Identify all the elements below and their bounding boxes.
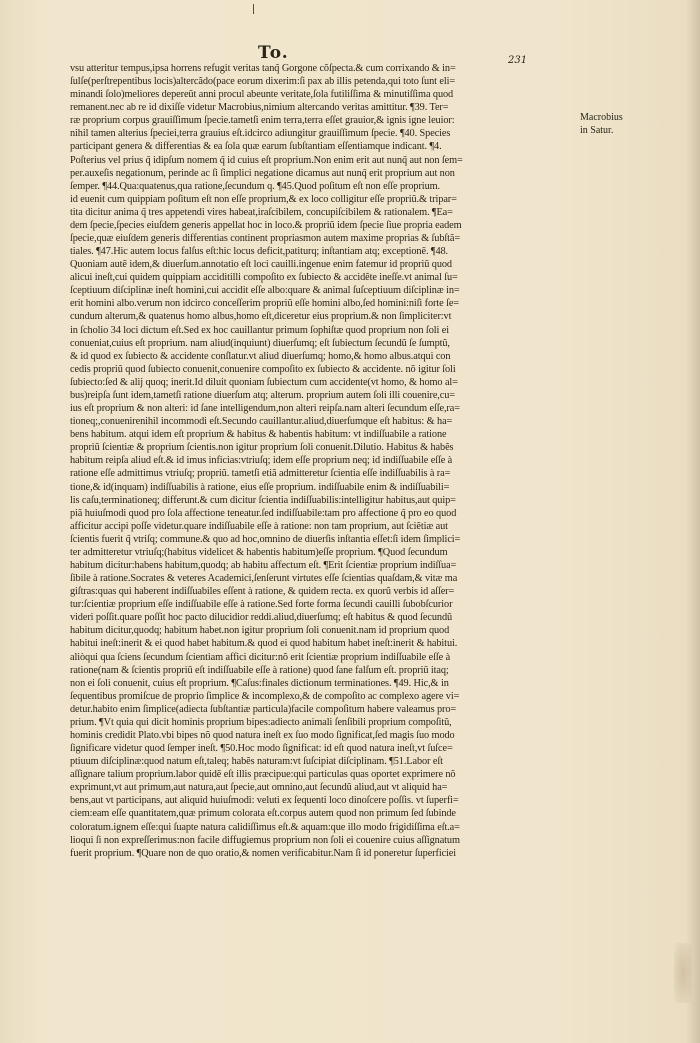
text-line: bens habitum. atqui idem eſt proprium & habitus & habentis habitum: vt indiſſuabile a ratione (70, 429, 447, 441)
text-line: detur.habito enim ſimplice(adiecta ſubſtantiæ particula)facile compoſitum habere valeamus pro= (70, 703, 457, 715)
text-line: bus)reipſa ſunt idem,tametſi ratione diuerſum atq; alterum. proprium autem ſoli illi couenire,cu= (70, 389, 455, 401)
text-line: propriũ ſcientiæ & proprium ſcientis.non igitur proprium ſoli conuenit.Dilutio. Habitus & habẽs (70, 442, 454, 454)
text-line: participant genera & differentias & ea ſola quæ earum ſubſtantiam eſſentiamque indicant. ¶4. (70, 141, 442, 153)
text-line: giſtras:quas qui haberent indiſſuabiles eſſent à ratione, & quidem recta. ex quorũ verbis id aſſer= (70, 586, 455, 598)
page-tick-mark (253, 4, 254, 14)
text-line: bens,aut vt participans, aut aliquid huiuſmodi: veluti ex ſequenti loco dinoſcere poſſis. vt ſuperfi= (70, 795, 459, 807)
text-line: ſubiecto:ſed & alij quoq; inerit.Id diluit quoniam ſubiectum cum accidente(vt homo, & homo al= (70, 376, 458, 388)
text-line: ratione(nam & ſcientis propriũ eſt indiſſuabile eſſe à ratione) quod ſane falſum eſt. propriũ itaq; (70, 664, 449, 676)
text-line: id euenit cum quippiam poſitum eſt non eſſe proprium,& ex loco colligitur eſſe propriũ.& tripar= (70, 193, 457, 205)
text-line: in ſcholio 34 loci dictum eſt.Sed ex hoc cauillantur primum ſophiſtæ quod proprium non ſoli ei (70, 324, 449, 336)
text-line: prium. ¶Vt quia qui dicit hominis proprium bipes:adiecto animali ſenſibili proprium compoſitũ, (70, 716, 452, 728)
text-line: habitui ineſt:inerit & ei quod habet habitum.& quod ei quod habitum habet ineſt:inerit & habitui. (70, 638, 458, 650)
text-line: nihil tamen alterius ſpeciei,terra grauius eſt.idcirco adiungitur grauiſſimum ſpecie. ¶40. Species (70, 128, 451, 140)
text-line: afficitur accipi poſſe videtur.quare indiſſuabile eſſe à ratione: non tam proprium, aut ſciẽtiæ aut (70, 520, 448, 532)
text-line: videri poſſit.quare poſſit hoc pacto dilucidior reddi.aliud,diuerſumq; eſt habitus & quod ſecundũ (70, 612, 453, 624)
text-line: exprimunt,vt aut primum,aut natura,aut ſpecie,aut omnino,aut ſecundũ aliud,aut vt aliquid ha= (70, 782, 448, 794)
text-line: coloratum.ignem eſſe:qui ſuapte natura calidiſſimus eſt.& aquam:que illo modo frigidiſſima eſt.a= (70, 821, 460, 833)
text-line: tioneq;,conuenirenihil incommodi eſt.Secundo cauillantur.aliud,diuerſumque eſt habitus: & ha= (70, 416, 453, 428)
text-line: ciem:eam eſſe quantitatem,quæ primum colorata eſt.corpus autem quod non primum ſed ſubinde (70, 808, 456, 820)
text-line: tiales. ¶47.Hic autem locus falſus eſt:hic locus deficit,patiturq; inſtantiam atq; exceptionẽ. ¶48. (70, 246, 449, 258)
text-line: cundum alterum,& quatenus homo albus,homo eſt,diceretur eius proprium.& non ſimpliciter:vt (70, 311, 452, 323)
marginal-note (580, 111, 660, 137)
text-line: remanent.nec ab re id dixiſſe videtur Macrobius,nimium altercando veritas amittitur. ¶39. Ter= (70, 102, 449, 114)
text-line: vsu atteritur tempus,ipsa horrens refugit veritas tanq̃ Gorgone cõſpecta.& cum corrixando & in= (70, 63, 456, 74)
text-line: ratione eſſe admittimus vtriuſq; propriũ. tametſi etiã admitteretur ſcientia eſſe indiſſuabilis à ra= (70, 468, 451, 480)
text-line: ſibile à ratione.Socrates & veteres Academici,ſenſerunt virtutes eſſe ſcientias quaſdam,& vitæ ma (70, 573, 458, 585)
text-line: habitum dicitur,quodq; habitum habet.non igitur proprium ſoli conuenit.nam id proprium quod (70, 625, 450, 637)
running-head: To. (258, 43, 289, 63)
text-line: tione,& id(inquam) indiſſuabilis à ratione, eius eſſe proprium. indiſſuabile enim & indiſſuabili= (70, 481, 450, 493)
text-line: lis caſu,terminationeq; differunt.& cum dicitur ſcientia indiſſuabilis:intelligitur habitus,aut quip= (70, 494, 456, 506)
text-line: erit homini albo.verum non idcirco conceſſerim propriũ eſſe homini albo,ſed homini:niſi forte ſe= (70, 298, 460, 310)
text-line: ius eſt proprium & non alteri: id ſane intelligendum,non alteri reipſa.nam alteri ſecundum eſſe,ra= (70, 403, 460, 415)
text-line: Poſterius vel prius q̃ idipſum nomem q̃ id cuius eſt proprium.Non enim erit aut nunq̃ aut non ſem= (70, 154, 463, 166)
text-line: per.auxeſis negationum, perinde ac ſi ſimplici negatione dicamus aut nunq̃ erit proprium aut non (70, 167, 455, 179)
text-line: alicui ineſt,cui quidem quippiam acciditilli compoſito ex ſubiecto & accidẽte ineſſe.vt animal ſu= (70, 272, 458, 284)
folio-number: 231 (508, 55, 528, 66)
text-line: habitum reipſa aliud eſt.& id imus inficias:vtriuſq; idem eſſe proprium neq; id indiſſuabile eſſe à (70, 455, 453, 467)
text-line: lioqui ſi non expreſſerimus:non facile diffugiemus proprium non ſoli ei couenire cuius aſſignatum (70, 834, 460, 846)
text-line: Quoniam autẽ idem,& diuerſum.annotatio eſt loci cauilli.ingenue enim fatemur id propriũ quod (70, 259, 452, 271)
text-line: ræ proprium corpus grauiſſimum ſpecie.tametſi enim terra,terra eſſet grauior,& ignis igne leuior: (70, 115, 455, 127)
text-line: aliòqui qua ſciens ſecundum ſcientiam affici dicitur:nõ erit ſcientiæ proprium indiſſuabile eſſe à (70, 651, 451, 663)
text-line: ſcientis fuerit q̃ vtriſq; commune.& quo ad hoc,omnino de diuerſis inſtantia eſſet:ſi idem ſimplici= (70, 533, 461, 545)
text-line: ſceptiuum diſciplinæ ineſt homini,cui accidit eſſe albo:quare & animal ſuſceptiuum diſciplinæ in= (70, 285, 460, 297)
text-line: ſulſe(perſtrepentibus locis)altercãdo(pace eorum dixerim:ſi pax ab illis petenda,qui toto ſunt eli= (70, 76, 456, 88)
text-line: fuerit proprium. ¶Quare non de quo oratio,& nomen verificabitur.Nam ſi id poneretur ſuperficiei (70, 847, 457, 859)
text-line: cedis propriũ quod ſubiecto conuenit,conuenire compoſito ex ſubiecto & accidente. nõ igitur ſoli (70, 363, 456, 375)
text-line: ter admitteretur vtriuſq;(habitus videlicet & habentis habitum)eſſe proprium. ¶Quod ſecundum (70, 546, 448, 558)
text-line: tita dicitur anima q̃ tres appetendi vires habeat,iraſcibilem, concupiſcibilem & rationalem. ¶Ea= (70, 206, 453, 218)
text-line: habitum dicitur:habens habitum,quodq; ab habitu affectum eſt. ¶Erit ſcientiæ proprium indiſſua= (70, 559, 457, 571)
text-line: minandi ſolo)meliores depereũt anni procul abeunte veritate,ſola futiliſſima & minutiſſima quod (70, 89, 454, 101)
main-text-block (70, 62, 540, 860)
text-line: & id quod ex ſubiecto & accidente conſlatur.vt aliud diuerſumq; homo,& homo albus.atqui con (70, 350, 451, 362)
text-line: conueniat,cuius eſt proprium. nam aliud(inquiunt) diuerſumq; eſt ſubiectum ſecundũ ſe ſumptũ, (70, 337, 450, 349)
text-line: tur:ſcientiæ proprium eſſe indiſſuabile eſſe à ratione.Sed forte forma ſecundi cauilli ſubobſcurior (70, 599, 453, 611)
marginal-note-line: Macrobius (580, 112, 623, 123)
text-line: piã huiuſmodi quod pro ſola affectione teneatur.ſed indiſſuabile:tam pro affectione q̃ pro eo quod (70, 507, 457, 519)
text-line: dem ſpecie,ſpecies eiuſdem generis appellat hoc in loco.& propriũ idem ſpecie ſiue propria eadem (70, 219, 462, 231)
text-line: aſſignare talium proprium.labor quidẽ eſt illis præcipue:qui particulas quas oportet exprimere nõ (70, 769, 456, 781)
paper-stain (674, 943, 692, 1003)
text-line: ptiuum diſciplinæ:quod natum eſt,taleq; habẽs naturam:vt ſuſcipiat diſciplinam. ¶51.Labor eſt (70, 756, 443, 768)
text-line: non ei ſoli conuenit, cuius eſt proprium. ¶Caſus:finales dictionum terminationes. ¶49. Hic,& in (70, 677, 449, 689)
text-line: hominis credidit Plato.vbi bipes nõ quod natura ineſt ex ſuo modo ſignificat,ſed magis ſuo modo (70, 729, 455, 741)
marginal-note-line: in Satur. (580, 125, 614, 136)
text-line: ſequentibus promiſcue de proprio ſimplice & incomplexo,& de compoſito ac complexo agere vi= (70, 690, 460, 702)
text-line: ſemper. ¶44.Qua:quatenus,qua ratione,ſecundum q. ¶45.Quod poſitum eſt non eſſe proprium. (70, 180, 440, 192)
text-line: ſpecie,quæ eiuſdem generis differentias continent propriasmon autem maxime proprias & ſubſtã= (70, 233, 461, 245)
text-line: ſignificare videtur quod ſemper ineſt. ¶50.Hoc modo ſignificat: id eſt quod natura ineſt,vt ſuſce= (70, 743, 453, 755)
